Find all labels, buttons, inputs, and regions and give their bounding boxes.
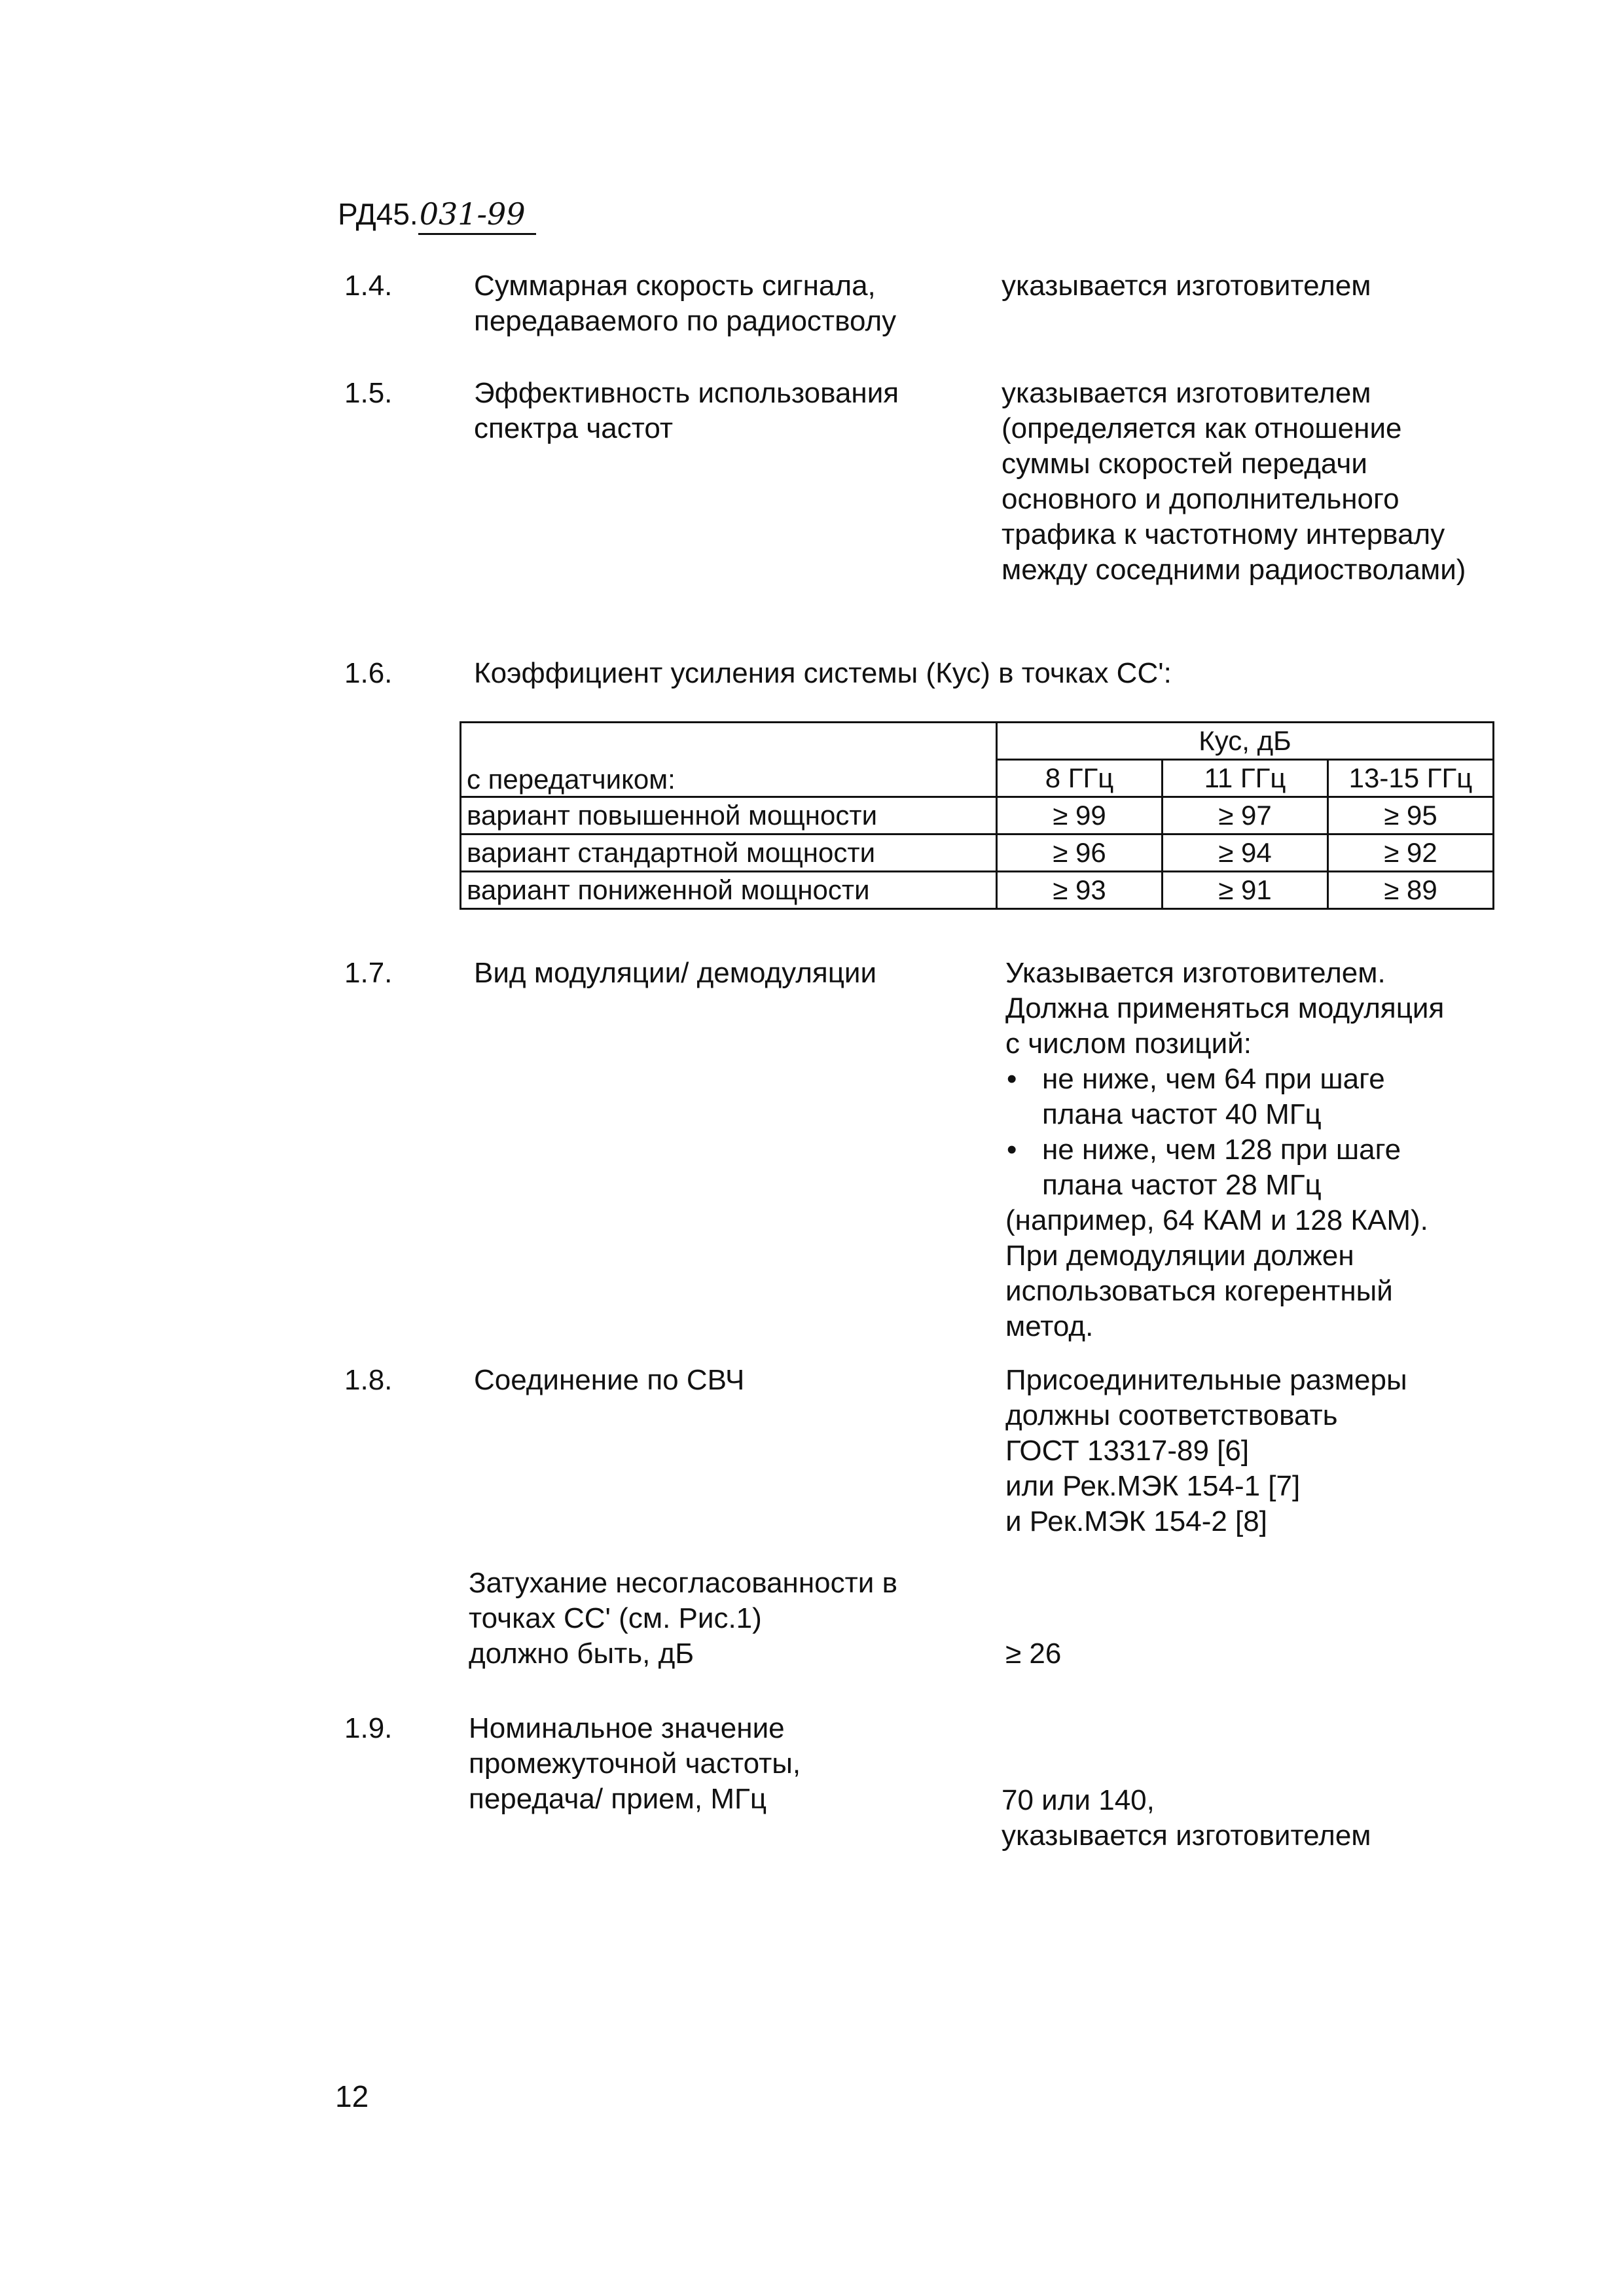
table-row	[461, 834, 1494, 872]
modulation-list	[1005, 1062, 1542, 1203]
item-number-1-8: 1.8.	[344, 1364, 393, 1396]
document-header	[338, 196, 536, 232]
table-cell: ≥ 96	[997, 834, 1163, 872]
table-cell: ≥ 97	[1163, 797, 1328, 834]
item-label-1-6: Коэффициент усиления системы (Кус) в точках СС':	[474, 657, 1172, 689]
item-label-1-4: Суммарная скорость сигнала, передаваемого по радиостволу	[474, 270, 897, 337]
table-cell: ≥ 99	[997, 797, 1163, 834]
item-value-1-5: указывается изготовителем (определяется как отношение суммы скоростей передачи основного и дополнительного трафика к частотному интервалу между соседними радиостволами)	[1001, 377, 1466, 586]
table-cell: ≥ 91	[1163, 872, 1328, 909]
table-cell: ≥ 93	[997, 872, 1163, 909]
item-value-1-7	[1005, 956, 1542, 1344]
table-row	[461, 797, 1494, 834]
item-number-1-9: 1.9.	[344, 1712, 393, 1744]
gain-table	[460, 721, 1494, 910]
list-item: • не ниже, чем 64 при шаге плана частот 40 МГц	[1005, 1062, 1542, 1132]
item-label-1-8: Соединение по СВЧ	[474, 1364, 745, 1396]
document-code-prefix: РД45.	[338, 197, 418, 231]
document-code-handwritten: 031-99	[418, 196, 536, 235]
item-value-1-8: Присоединительные размеры должны соответствовать ГОСТ 13317-89 [6] или Рек.МЭК 154-1 [7] и Рек.МЭК 154-2 [8]	[1005, 1364, 1407, 1537]
item-number-1-6: 1.6.	[344, 657, 393, 689]
table-header-row	[461, 723, 1494, 760]
table-cell: ≥ 89	[1328, 872, 1494, 909]
item-label-1-5: Эффективность использования спектра частот	[474, 377, 899, 444]
item-label-1-7: Вид модуляции/ демодуляции	[474, 957, 877, 989]
row-label: вариант пониженной мощности	[461, 872, 997, 909]
table-cell: ≥ 94	[1163, 834, 1328, 872]
item-number-1-7: 1.7.	[344, 957, 393, 989]
item-number-1-5: 1.5.	[344, 377, 393, 409]
item-value-mismatch: ≥ 26	[1005, 1638, 1062, 1670]
row-label: вариант повышенной мощности	[461, 797, 997, 834]
list-item: • не ниже, чем 128 при шаге плана частот 28 МГц	[1005, 1132, 1542, 1203]
modulation-intro: Указывается изготовителем. Должна применяться модуляция с числом позиций:	[1005, 957, 1445, 1060]
item-number-1-4: 1.4.	[344, 270, 393, 302]
table-cell: ≥ 95	[1328, 797, 1494, 834]
page-number: 12	[335, 2079, 369, 2113]
column-header: 11 ГГц	[1163, 760, 1328, 797]
column-header: 13-15 ГГц	[1328, 760, 1494, 797]
item-label-mismatch: Затухание несогласованности в точках СС' (см. Рис.1) должно быть, дБ	[469, 1567, 897, 1670]
table-group-header: Кус, дБ	[997, 723, 1494, 760]
item-value-1-4: указывается изготовителем	[1001, 270, 1371, 302]
item-value-1-9: 70 или 140, указывается изготовителем	[1001, 1784, 1371, 1852]
column-header: 8 ГГц	[997, 760, 1163, 797]
table-row-header: с передатчиком:	[461, 723, 997, 797]
table-row	[461, 872, 1494, 909]
item-label-1-9: Номинальное значение промежуточной частоты, передача/ прием, МГц	[469, 1712, 801, 1815]
row-label: вариант стандартной мощности	[461, 834, 997, 872]
table-cell: ≥ 92	[1328, 834, 1494, 872]
modulation-outro: (например, 64 КАМ и 128 КАМ). При демодуляции должен использоваться когерентный метод.	[1005, 1204, 1428, 1342]
